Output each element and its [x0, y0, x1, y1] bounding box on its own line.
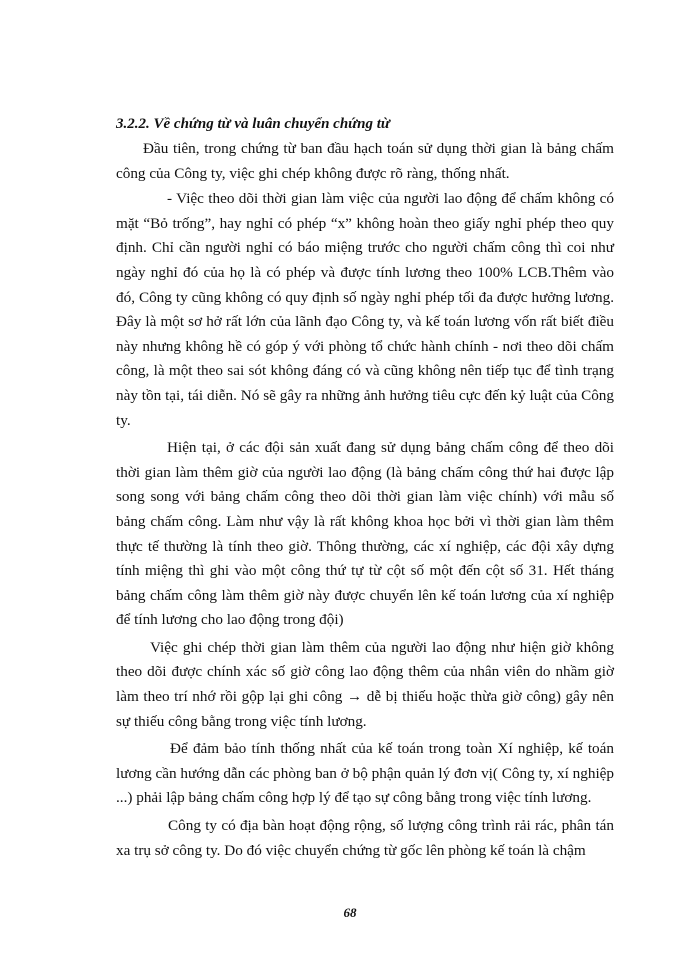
- paragraph-transfer: Công ty có địa bàn hoạt động rộng, số lượng công trình rải rác, phân tán xa trụ sở công ty. Do đó việc chuyển chứng từ gốc lên phòng kế toán là chậm: [116, 817, 614, 859]
- paragraph-overtime: Hiện tại, ở các đội sản xuất đang sử dụng bảng chấm công để theo dõi thời gian làm thêm giờ của người lao động (là bảng chấm công thứ hai được lập song song với bảng chấm công theo dõi thời gian làm việc chính) với mẫu số bảng chấm công. Làm như vậy là rất không khoa học bởi vì thời gian làm thêm thực tế thường là tính theo giờ. Thông thường, các xí nghiệp, các đội xây dựng tính miệng thì ghi vào một công thứ tự từ cột số một đến cột số 31. Hết tháng bảng chấm công làm thêm giờ này được chuyển lên kế toán lương của xí nghiệp để tính lương cho lao động trong đội): [116, 439, 614, 629]
- page-number: 68: [343, 905, 357, 920]
- paragraph-recording: Việc ghi chép thời gian làm thêm của người lao động như hiện giờ không theo dõi được chính xác số giờ công lao động thêm của nhân viên do nhầm giờ làm theo trí nhớ rồi gộp lại ghi công → dễ bị thiếu hoặc thừa giờ công) gây nên sự thiếu công bằng trong việc tính lương.: [116, 638, 614, 730]
- section-heading: 3.2.2. Về chứng từ và luân chuyển chứng từ: [116, 116, 390, 132]
- paragraph-consistency: Để đảm bảo tính thống nhất của kế toán trong toàn Xí nghiệp, kế toán lương cần hướng dẫn các phòng ban ở bộ phận quản lý đơn vị( Công ty, xí nghiệp ...) phải lập bảng chấm công hợp lý để tạo sự công bằng trong việc tính lương.: [116, 740, 614, 807]
- paragraph-attendance: - Việc theo dõi thời gian làm việc của người lao động để chấm không có mặt “Bỏ trống”, hay nghỉ có phép “x” không hoàn theo giấy nghỉ phép theo quy định. Chỉ cần người nghỉ có báo miệng trước cho người chấm công thì coi như ngày nghỉ đó của họ là có phép và được tính lương theo 100% LCB.Thêm vào đó, Công ty cũng không có quy định số ngày nghỉ phép tối đa được hưởng lương. Đây là một sơ hở rất lớn của lãnh đạo Công ty, và kế toán lương vốn rất biết điều này nhưng không hề có góp ý với phòng tổ chức hành chính - nơi theo dõi chấm công, là một theo sai sót không đáng có và cũng không nên tiếp tục để tình trạng này tồn tại, tái diễn. Nó sẽ gây ra những ảnh hưởng tiêu cực đến kỷ luật của Công ty.: [116, 190, 614, 429]
- paragraph-intro: Đầu tiên, trong chứng từ ban đầu hạch toán sử dụng thời gian là bảng chấm công của Công ty, việc ghi chép không được rõ ràng, thống nhất.: [116, 140, 614, 182]
